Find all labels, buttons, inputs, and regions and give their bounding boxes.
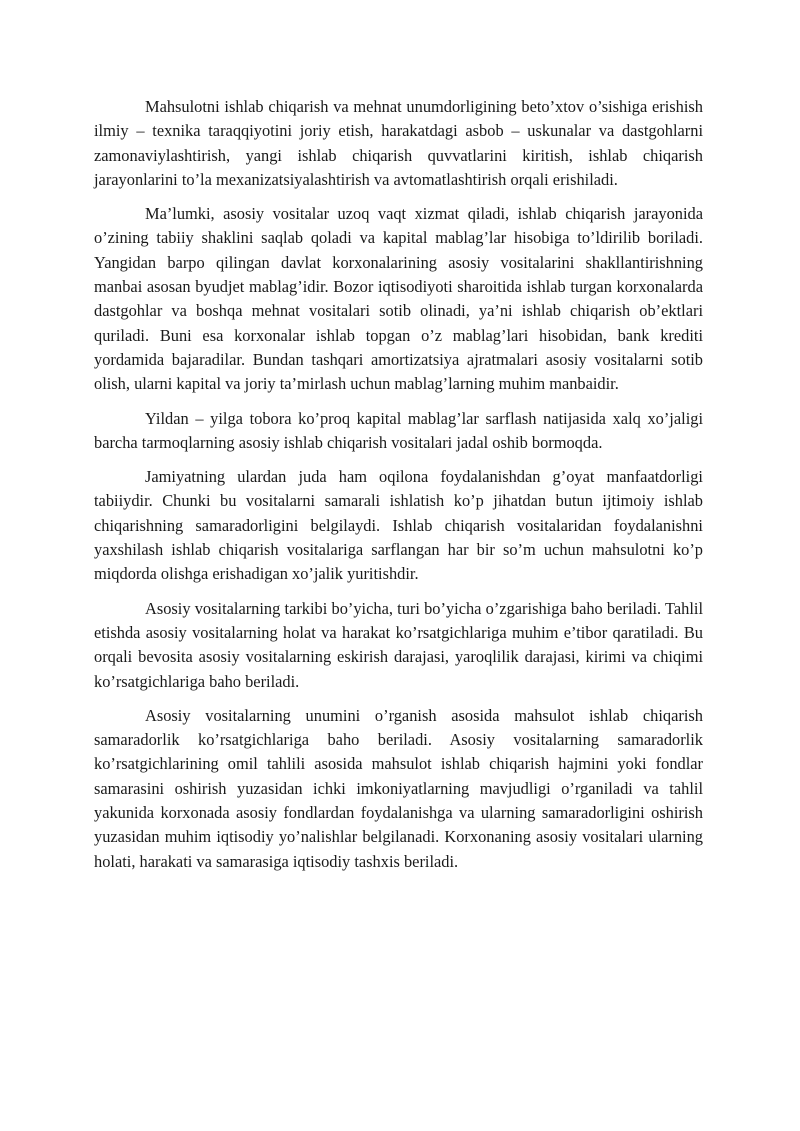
paragraph-5: Asosiy vositalarning tarkibi bo’yicha, turi bo’yicha o’zgarishiga baho beriladi. Tahlil etishda asosiy vositalarning holat va harakat ko’rsatgichlariga muhim e’tibor qaratiladi. Bu orqali bevosita asosiy vositalarning eskirish darajasi, yaroqlilik darajasi, kirimi va chiqimi ko’rsatgichlariga baho beriladi. [94,598,703,691]
paragraph-2: Ma’lumki, asosiy vositalar uzoq vaqt xizmat qiladi, ishlab chiqarish jarayonida o’zining tabiiy shaklini saqlab qoladi va kapital mablag’lar hisobiga to’ldirilib boriladi. Yangidan barpo qilingan davlat korxonalarining asosiy vositalarini shakllantirishning manbai asosan byudjet mablag’idir. Bozor iqtisodiyoti sharoitida ishlab turgan korxonalarda dastgohlar va boshqa mehnat vositalari sotib olinadi, ya’ni ishlab chiqarish ob’ektlari quriladi. Buni esa korxonalar ishlab topgan o’z mablag’lari hisobidan, bank krediti yordamida bajaradilar. Bundan tashqari amortizatsiya ajratmalari asosiy vositalarni sotib olish, ularni kapital va joriy ta’mirlash uchun mablag’larning muhim manbaidir. [94,204,703,394]
document-page [94,95,703,884]
paragraph-6: Asosiy vositalarning unumini o’rganish asosida mahsulot ishlab chiqarish samaradorlik ko’rsatgichlariga baho beriladi. Asosiy vositalarning samaradorlik ko’rsatgichlarining omil tahlili asosida mahsulot ishlab chiqarish hajmini yoki fondlar samarasini oshirish yuzasidan ichki imkoniyatlarning mavjudligi o’rganiladi va tahlil yakunida korxonada asosiy fondlardan foydalanishga va ularning samaradorligini oshirish yuzasidan muhim iqtisodiy yo’nalishlar belgilanadi. Korxonaning asosiy vositalari ularning holati, harakati va samarasiga iqtisodiy tashxis beriladi. [94,705,703,871]
paragraph-3: Yildan – yilga tobora ko’proq kapital mablag’lar sarflash natijasida xalq xo’jaligi barcha tarmoqlarning asosiy ishlab chiqarish vositalari jadal oshib bormoqda. [94,408,703,452]
paragraph-1: Mahsulotni ishlab chiqarish va mehnat unumdorligining beto’xtov o’sishiga erishish ilmiy – texnika taraqqiyotini joriy etish, harakatdagi asbob – uskunalar va dastgohlarni zamonaviylashtirish, yangi ishlab chiqarish quvvatlarini kiritish, ishlab chiqarish jarayonlarini to’la mexanizatsiyalashtirish va avtomatlashtirish orqali erishiladi. [94,97,703,189]
paragraph-4: Jamiyatning ulardan juda ham oqilona foydalanishdan g’oyat manfaatdorligi tabiiydir. Chunki bu vositalarni samarali ishlatish ko’p jihatdan butun ijtimoiy ishlab chiqarishning samaradorligini belgilaydi. Ishlab chiqarish vositalaridan foydalanishni yaxshilash ishlab chiqarish vositalariga sarflangan har bir so’m uchun mahsulotni ko’p miqdorda olishga erishadigan xo’jalik yuritishdir. [94,467,703,584]
